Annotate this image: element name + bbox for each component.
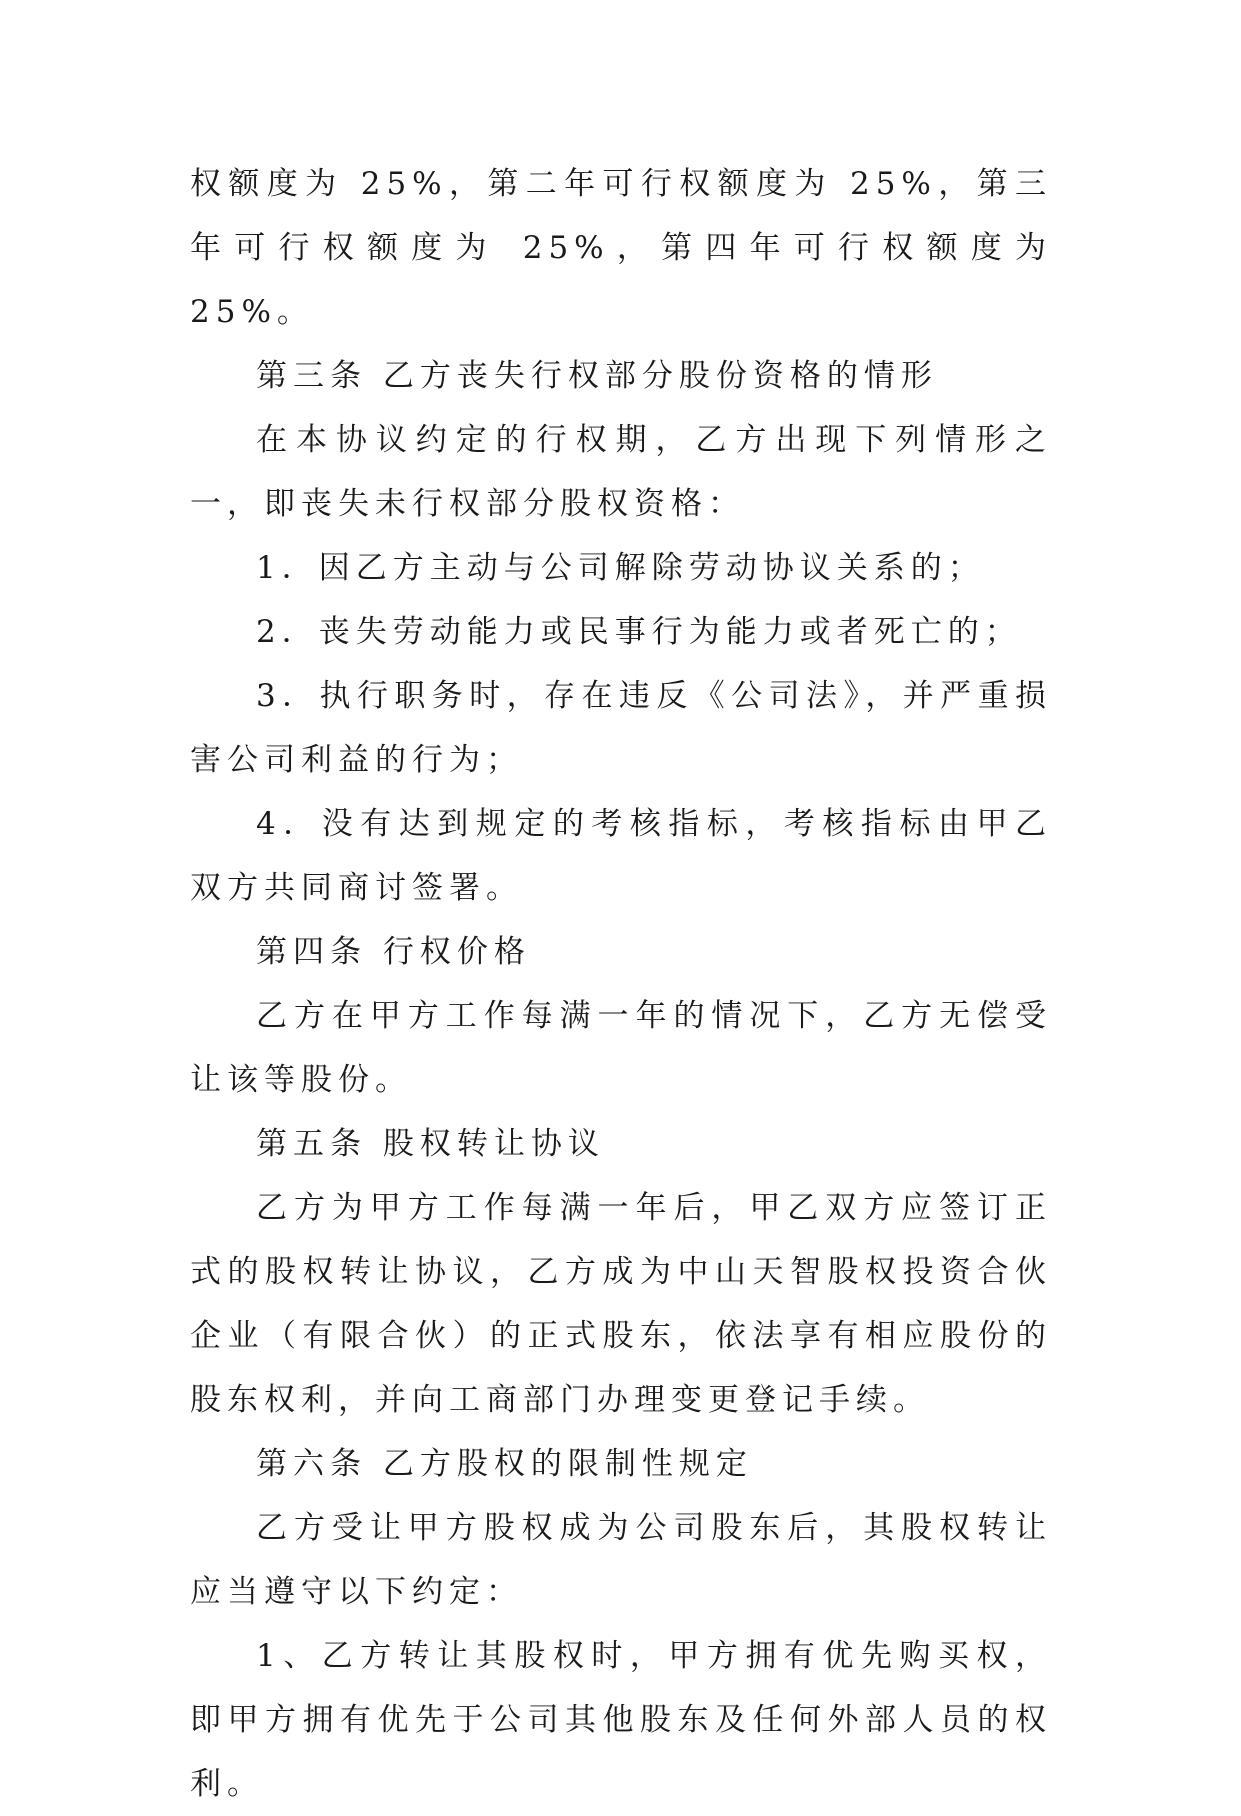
- article-3-item-2: 2．丧失劳动能力或民事行为能力或者死亡的；: [256, 614, 1022, 650]
- article-3-item-3: 3．执行职务时，存在违反《公司法》，并严重损害公司利益的行为；: [190, 678, 1052, 778]
- article-3-heading: 第三条 乙方丧失行权部分股份资格的情形: [256, 358, 938, 394]
- article-6-intro: 乙方受让甲方股权成为公司股东后，其股权转让应当遵守以下约定：: [190, 1510, 1052, 1610]
- article-5-body: 乙方为甲方工作每满一年后，甲乙双方应签订正式的股权转让协议，乙方成为中山天智股权投资合伙企业（有限合伙）的正式股东，依法享有相应股份的股东权利，并向工商部门办理变更登记手续。: [190, 1190, 1052, 1418]
- paragraph-continuation: 权额度为 25%，第二年可行权额度为 25%，第三年可行权额度为 25%，第四年可行权额度为 25%。: [190, 166, 1052, 330]
- article-5-heading: 第五条 股权转让协议: [256, 1126, 605, 1162]
- article-3-item-4: 4．没有达到规定的考核指标，考核指标由甲乙双方共同商讨签署。: [190, 806, 1052, 906]
- article-3-item-1: 1．因乙方主动与公司解除劳动协议关系的；: [256, 550, 985, 586]
- article-6-heading: 第六条 乙方股权的限制性规定: [256, 1446, 753, 1482]
- article-4-heading: 第四条 行权价格: [256, 934, 531, 970]
- article-4-body: 乙方在甲方工作每满一年的情况下，乙方无偿受让该等股份。: [190, 998, 1052, 1098]
- article-6-item-1: 1、乙方转让其股权时，甲方拥有优先购买权，即甲方拥有优先于公司其他股东及任何外部人员的权利。: [190, 1638, 1052, 1802]
- document-body: [190, 152, 1052, 1816]
- article-3-intro: 在本协议约定的行权期，乙方出现下列情形之一，即丧失未行权部分股权资格：: [190, 422, 1052, 522]
